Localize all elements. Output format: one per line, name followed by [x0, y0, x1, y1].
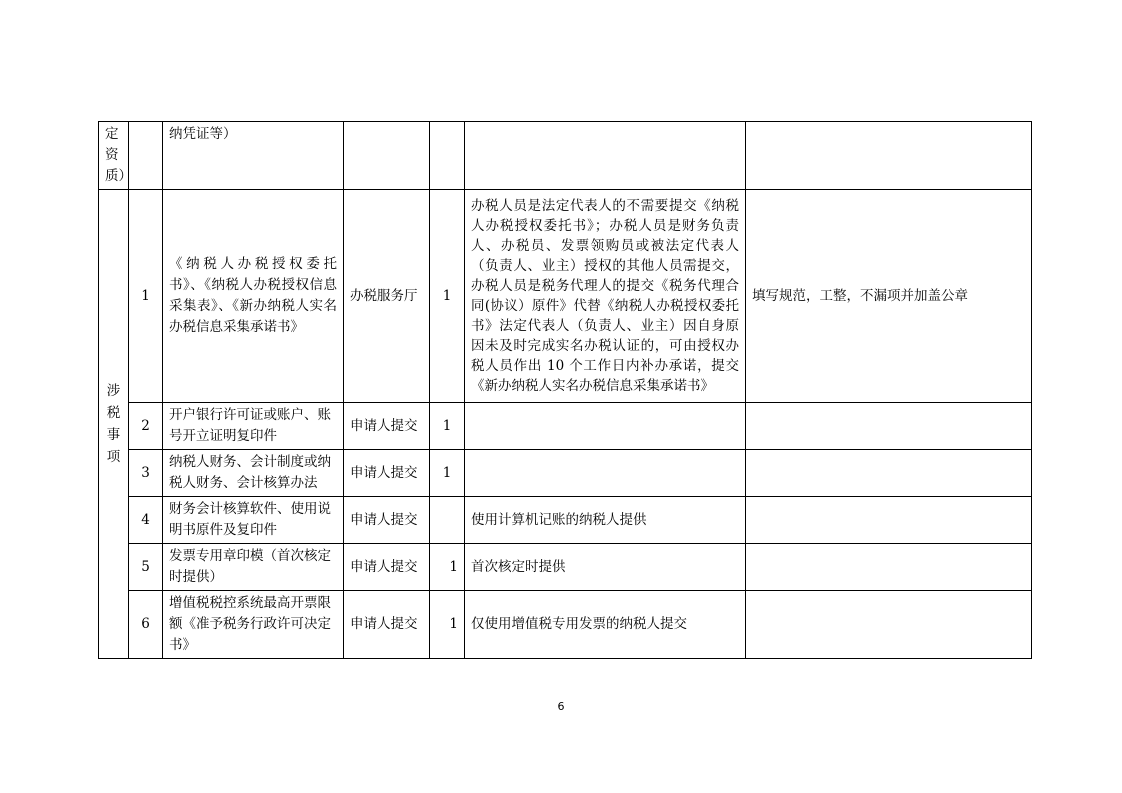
material-cell: 《纳税人办税授权委托书》、《纳税人办税授权信息采集表》、《新办纳税人实名办税信息采集承诺书》 — [163, 190, 344, 403]
material-cell: 开户银行许可证或账户、账号开立证明复印件 — [163, 403, 344, 450]
requirements-cell: 填写规范，工整，不漏项并加盖公章 — [746, 190, 1032, 403]
num-cell: 1 — [129, 190, 163, 403]
page-number: 6 — [557, 700, 565, 713]
count-cell: 1 — [430, 591, 465, 659]
notes-cell — [465, 122, 746, 190]
count-cell — [430, 122, 465, 190]
source-cell — [344, 122, 430, 190]
notes-cell: 使用计算机记账的纳税人提供 — [465, 497, 746, 544]
num-cell: 2 — [129, 403, 163, 450]
source-cell: 申请人提交 — [344, 403, 430, 450]
requirements-cell — [746, 122, 1032, 190]
notes-cell: 首次核定时提供 — [465, 544, 746, 591]
table-row — [99, 497, 1032, 544]
material-cell: 纳凭证等） — [163, 122, 344, 190]
notes-cell: 办税人员是法定代表人的不需要提交《纳税人办税授权委托书》；办税人员是财务负责人、办税员、发票领购员或被法定代表人（负责人、业主）授权的其他人员需提交，办税人员是税务代理人的提交《税务代理合同(协议）原件》代替《纳税人办税授权委托书》法定代表人（负责人、业主）因自身原因未及时完成实名办税认证的，可由授权办税人员作出 10 个工作日内补办承诺，提交《新办纳税人实名办税信息采集承诺书》 — [465, 190, 746, 403]
source-cell: 申请人提交 — [344, 544, 430, 591]
count-cell: 1 — [430, 450, 465, 497]
requirements-cell — [746, 497, 1032, 544]
source-cell: 申请人提交 — [344, 591, 430, 659]
material-cell: 增值税税控系统最高开票限额《准予税务行政许可决定书》 — [163, 591, 344, 659]
table-row — [99, 190, 1032, 403]
count-cell — [430, 497, 465, 544]
materials-table — [98, 121, 1032, 659]
num-cell — [129, 122, 163, 190]
num-cell: 6 — [129, 591, 163, 659]
table-row — [99, 591, 1032, 659]
requirements-cell — [746, 450, 1032, 497]
source-cell: 申请人提交 — [344, 450, 430, 497]
num-cell: 4 — [129, 497, 163, 544]
requirements-cell — [746, 544, 1032, 591]
notes-cell — [465, 450, 746, 497]
table-row — [99, 450, 1032, 497]
count-cell: 1 — [430, 403, 465, 450]
table-row — [99, 544, 1032, 591]
group-label: 涉税事项 — [106, 383, 121, 465]
category-cell: 定资质） — [99, 122, 129, 190]
count-cell: 1 — [430, 544, 465, 591]
material-cell: 纳税人财务、会计制度或纳税人财务、会计核算办法 — [163, 450, 344, 497]
group-label-cell — [99, 190, 129, 659]
num-cell: 3 — [129, 450, 163, 497]
table-row — [99, 403, 1032, 450]
material-cell: 财务会计核算软件、使用说明书原件及复印件 — [163, 497, 344, 544]
requirements-cell — [746, 591, 1032, 659]
source-cell: 办税服务厅 — [344, 190, 430, 403]
notes-cell — [465, 403, 746, 450]
count-cell: 1 — [430, 190, 465, 403]
table-row — [99, 122, 1032, 190]
notes-cell: 仅使用增值税专用发票的纳税人提交 — [465, 591, 746, 659]
source-cell: 申请人提交 — [344, 497, 430, 544]
num-cell: 5 — [129, 544, 163, 591]
requirements-cell — [746, 403, 1032, 450]
material-cell: 发票专用章印模（首次核定时提供） — [163, 544, 344, 591]
